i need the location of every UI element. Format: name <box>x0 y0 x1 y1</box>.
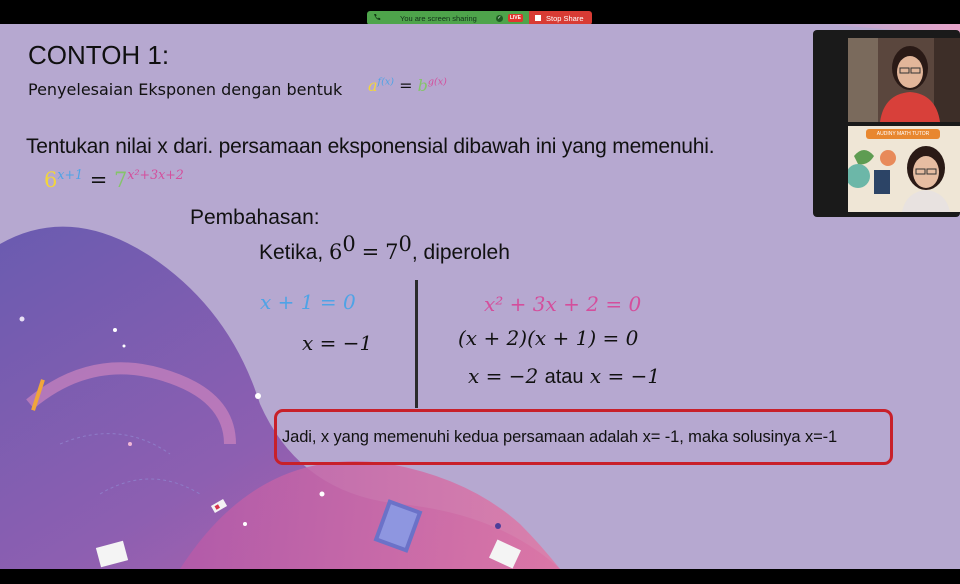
participant-video-2[interactable] <box>848 126 960 212</box>
right-step-2: (x + 2)(x + 1) = 0 <box>458 326 639 350</box>
right-step-3: x = −2 atau x = −1 <box>468 364 661 388</box>
slide-title: CONTOH 1: <box>28 40 170 70</box>
participant-video-1[interactable] <box>848 38 960 122</box>
ketika-line: Ketika, $6^0 = 7^0$, diperoleh <box>259 232 510 264</box>
column-divider <box>415 280 418 408</box>
screen-share-toolbar <box>367 11 592 25</box>
left-step-1: x + 1 = 0 <box>260 290 356 314</box>
stop-share-button[interactable] <box>529 11 592 25</box>
live-badge: LIVE <box>509 15 521 21</box>
main-equation: $6^{x+1} = 7^{x^2+3x+2}$ <box>44 167 184 192</box>
right-step-1: x² + 3x + 2 = 0 <box>484 292 642 316</box>
sharing-status <box>367 11 529 25</box>
bottom-bar <box>0 569 960 584</box>
stop-share-label: Stop Share <box>545 13 584 23</box>
video-banner: AUDINY MATH TUTOR <box>866 129 940 139</box>
pembahasan-heading: Pembahasan: <box>190 206 320 229</box>
sharing-status-text: You are screen sharing <box>400 13 477 23</box>
top-bar <box>0 0 960 24</box>
slide-subtitle: Penyelesaian Eksponen dengan bentuk <box>28 80 343 99</box>
problem-instruction: Tentukan nilai x dari. persamaan eksponensial dibawah ini yang memenuhi. <box>26 135 715 158</box>
shield-check-icon: ✓ <box>497 14 502 21</box>
stop-square-icon <box>535 15 541 21</box>
answer-text: Jadi, x yang memenuhi kedua persamaan adalah x= -1, maka solusinya x=-1 <box>282 428 838 446</box>
subtitle-formula: $a^{f(x)} = b^{g(x)}$ <box>368 76 447 95</box>
video-thumbnails-panel[interactable] <box>813 30 960 217</box>
phone-icon <box>373 13 381 23</box>
left-step-2: x = −1 <box>302 331 373 355</box>
participant-1-image <box>848 38 960 122</box>
